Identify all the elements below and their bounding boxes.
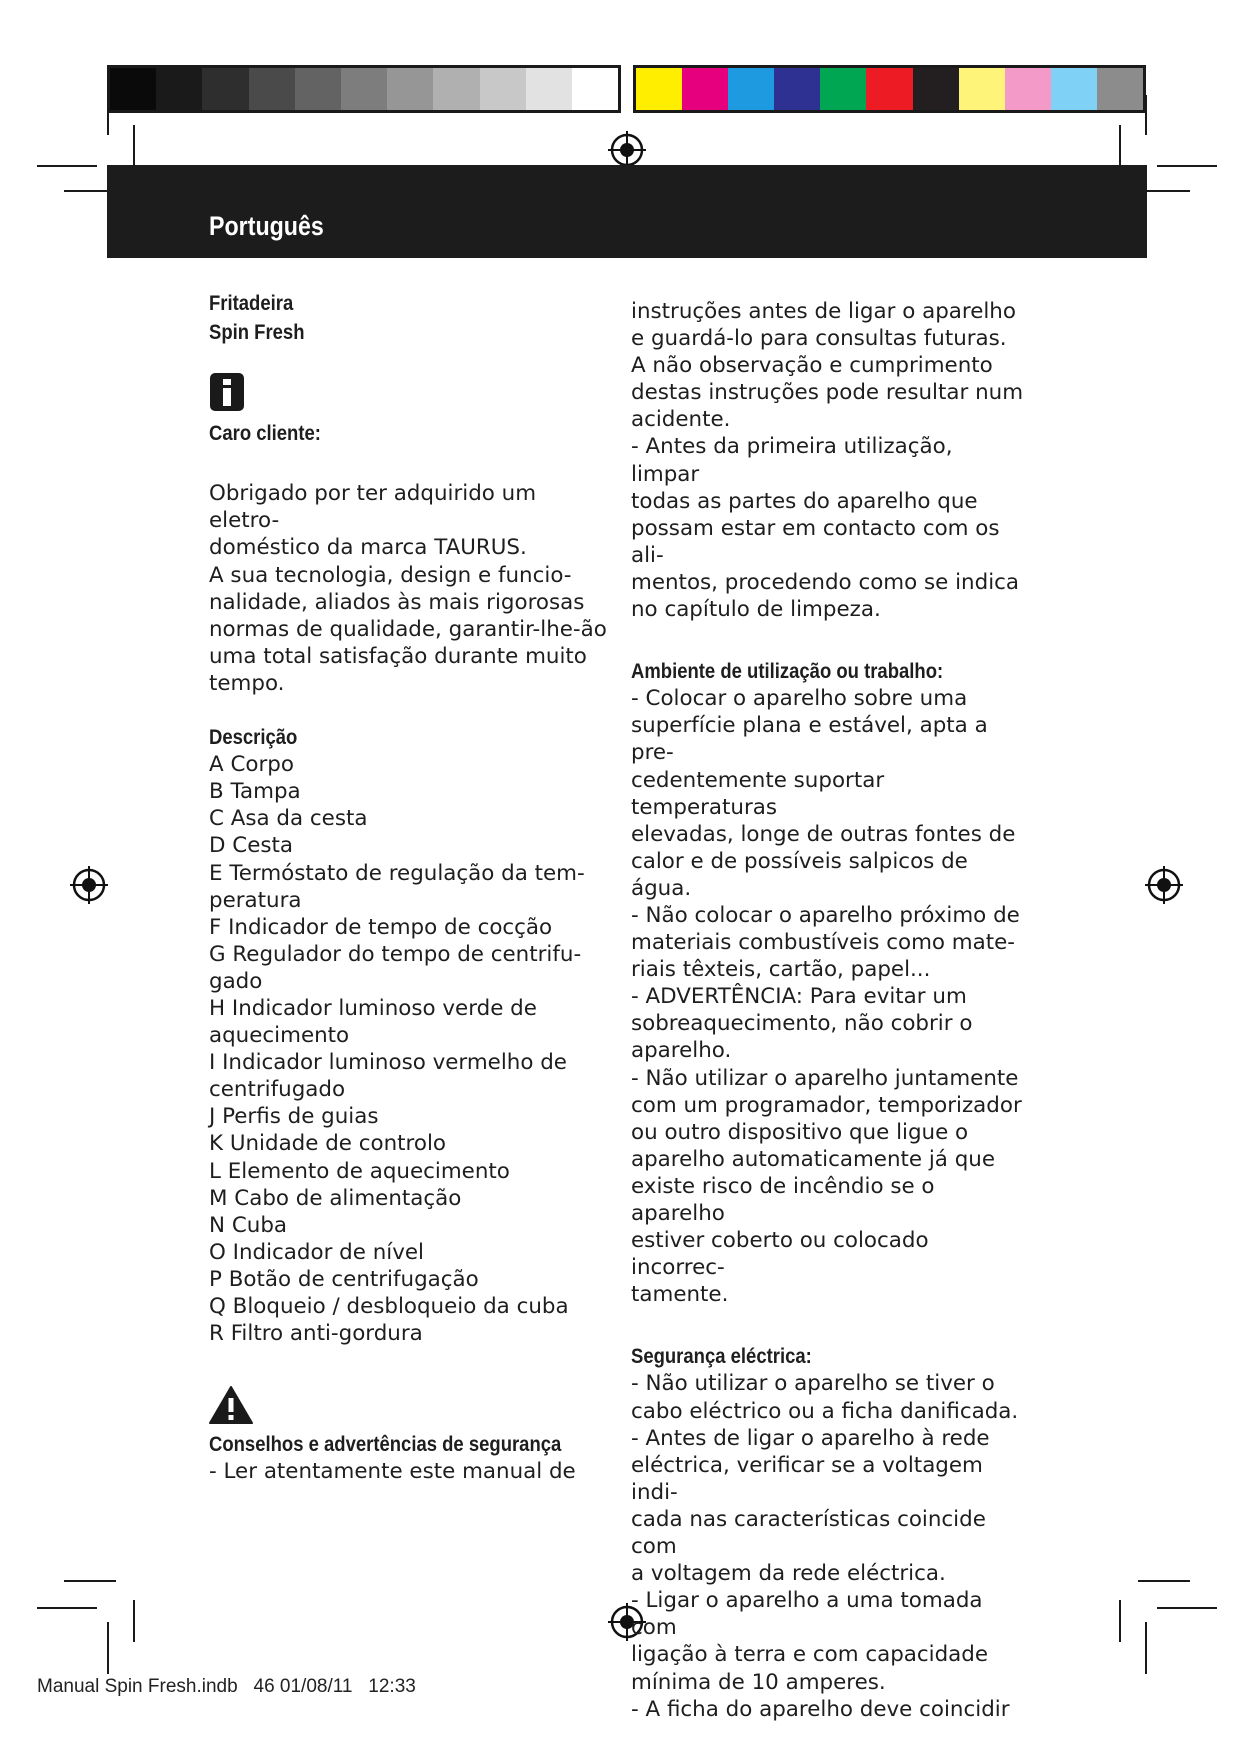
part-name: Filtro anti-gordura xyxy=(230,1321,423,1347)
registration-mark-icon xyxy=(1144,865,1184,905)
color-swatch xyxy=(1005,68,1051,110)
crop-mark xyxy=(107,1622,109,1674)
color-swatch xyxy=(295,68,341,110)
parts-list-item xyxy=(209,1103,609,1130)
crop-mark xyxy=(1145,95,1147,135)
part-name: Indicador de tempo de cocção xyxy=(228,914,553,940)
part-name: Termóstato de regulação da tem- peratura xyxy=(209,860,585,913)
safety-intro-left: - Ler atentamente este manual de xyxy=(209,1459,576,1485)
crop-mark xyxy=(64,1580,116,1582)
parts-list-item xyxy=(209,1158,609,1185)
part-letter: A xyxy=(209,752,224,778)
part-letter: M xyxy=(209,1185,228,1211)
safety-title: Conselhos e advertências de segurança xyxy=(209,1433,562,1457)
registration-mark-icon xyxy=(69,865,109,905)
crop-mark xyxy=(133,125,135,170)
crop-mark xyxy=(1145,1622,1147,1674)
parts-list-item xyxy=(209,778,609,805)
part-name: Asa da cesta xyxy=(230,806,368,832)
parts-list xyxy=(209,751,609,1347)
registration-mark-icon xyxy=(607,130,647,170)
part-letter: J xyxy=(209,1104,216,1130)
parts-list-item xyxy=(209,751,609,778)
crop-mark xyxy=(1138,1580,1190,1582)
color-swatch xyxy=(433,68,479,110)
color-swatch xyxy=(249,68,295,110)
crop-mark xyxy=(37,1607,97,1609)
part-name: Unidade de controlo xyxy=(229,1131,446,1157)
safety-intro-continued: instruções antes de ligar o aparelho e guardá-lo para consultas futuras. A não observação e cumprimento destas instruções pode resultar num acidente. - Antes da primeira utilização, limpar todas as partes do aparelho que possam estar em contacto com os ali- mentos, procedendo como se indica no capítulo de limpeza. xyxy=(631,299,1024,623)
parts-list-item xyxy=(209,832,609,859)
part-letter: G xyxy=(209,941,226,967)
warning-icon xyxy=(209,1385,253,1425)
description-title: Descrição xyxy=(209,726,298,750)
color-swatch xyxy=(572,68,618,110)
color-swatch xyxy=(774,68,820,110)
part-name: Bloqueio / desbloqueio da cuba xyxy=(232,1294,569,1319)
greeting-body: Obrigado por ter adquirido um eletro- doméstico da marca TAURUS. A sua tecnologia, design e funcio- nalidade, aliados às mais rigorosas normas de qualidade, garantir-lhe-ão uma total satisfação durante muito tempo. xyxy=(209,481,607,696)
electrical-body: - Não utilizar o aparelho se tiver o cabo eléctrico ou a ficha danificada. - Antes de ligar o aparelho à rede eléctrica, verificar se a voltagem indi- cada nas características coincide com a voltagem da rede eléctrica. - Ligar o aparelho a uma tomada com ligação à terra e com capacidade mínima de 10 amperes. - A ficha do aparelho deve coincidir xyxy=(631,1371,1019,1722)
part-name: Corpo xyxy=(230,752,294,778)
part-letter: C xyxy=(209,806,224,832)
greeting-title: Caro cliente: xyxy=(209,422,321,446)
part-letter: P xyxy=(209,1266,222,1292)
language-banner xyxy=(107,165,1147,258)
parts-list-item xyxy=(209,805,609,832)
info-icon xyxy=(209,372,245,412)
color-swatch xyxy=(682,68,728,110)
parts-list-item xyxy=(209,1212,609,1239)
color-swatch xyxy=(820,68,866,110)
parts-list-item xyxy=(209,1185,609,1212)
part-letter: F xyxy=(209,914,222,940)
part-name: Indicador luminoso vermelho de centrifugado xyxy=(209,1050,567,1103)
color-swatch xyxy=(480,68,526,110)
part-name: Botão de centrifugação xyxy=(228,1266,479,1292)
environment-body: - Colocar o aparelho sobre uma superfície plana e estável, apta a pre- cedentemente suportar temperaturas elevadas, longe de outras fontes de calor e de possíveis salpicos de água. - Não colocar o aparelho próximo de materiais combustíveis como mate- riais têxteis, cartão, papel... - ADVERTÊNCIA: Para evitar um sobreaquecimento, não cobrir o aparelho. - Não utilizar o aparelho juntamente com um programador, temporizador ou outro dispositivo que ligue o aparelho automaticamente já que existe risco de incêndio se o aparelho estiver coberto ou colocado incorrec- tamente. xyxy=(631,686,1022,1308)
color-swatch xyxy=(110,68,156,110)
color-swatch xyxy=(636,68,682,110)
color-swatch xyxy=(387,68,433,110)
part-letter: E xyxy=(209,860,223,886)
part-letter: N xyxy=(209,1212,226,1238)
left-column xyxy=(209,290,609,1485)
parts-list-item xyxy=(209,1266,609,1293)
part-letter: H xyxy=(209,995,226,1021)
crop-mark xyxy=(37,165,97,167)
part-name: Cesta xyxy=(232,833,294,859)
part-name: Tampa xyxy=(230,779,301,805)
crop-mark xyxy=(1157,165,1217,167)
parts-list-item xyxy=(209,1239,609,1266)
print-slug: Manual Spin Fresh.indb 46 01/08/11 12:33 xyxy=(37,1676,416,1697)
language-title: Português xyxy=(209,211,324,241)
part-letter: R xyxy=(209,1321,224,1347)
parts-list-item xyxy=(209,914,609,941)
part-name: Regulador do tempo de centrifu- gado xyxy=(209,941,582,994)
parts-list-item xyxy=(209,1320,609,1347)
environment-title: Ambiente de utilização ou trabalho: xyxy=(631,660,944,684)
part-name: Indicador de nível xyxy=(232,1239,424,1265)
color-swatch xyxy=(1051,68,1097,110)
part-letter: B xyxy=(209,779,224,805)
color-swatch xyxy=(866,68,912,110)
parts-list-item xyxy=(209,860,609,914)
parts-list-item xyxy=(209,1049,609,1103)
part-name: Elemento de aquecimento xyxy=(227,1158,510,1184)
parts-list-item xyxy=(209,1293,609,1320)
process-color-bar xyxy=(633,65,1146,113)
parts-list-item xyxy=(209,995,609,1049)
part-letter: D xyxy=(209,833,226,859)
right-column xyxy=(631,290,1026,1723)
crop-mark xyxy=(1119,1600,1121,1642)
part-name: Perfis de guias xyxy=(222,1104,379,1130)
part-letter: L xyxy=(209,1158,221,1184)
color-swatch xyxy=(959,68,1005,110)
grayscale-color-bar xyxy=(107,65,621,113)
color-swatch xyxy=(526,68,572,110)
color-swatch xyxy=(202,68,248,110)
crop-mark xyxy=(1119,125,1121,170)
product-type: Fritadeira xyxy=(209,292,294,315)
part-letter: Q xyxy=(209,1294,226,1319)
part-letter: I xyxy=(209,1050,216,1076)
part-letter: O xyxy=(209,1239,226,1265)
part-name: Cuba xyxy=(231,1212,288,1238)
electrical-title: Segurança eléctrica: xyxy=(631,1345,812,1369)
color-swatch xyxy=(728,68,774,110)
color-swatch xyxy=(156,68,202,110)
color-swatch xyxy=(1097,68,1143,110)
product-name: Spin Fresh xyxy=(209,321,305,345)
parts-list-item xyxy=(209,1130,609,1157)
crop-mark xyxy=(133,1600,135,1642)
part-name: Indicador luminoso verde de aquecimento xyxy=(209,995,537,1049)
color-swatch xyxy=(913,68,959,110)
crop-mark xyxy=(1157,1607,1217,1609)
part-name: Cabo de alimentação xyxy=(234,1185,462,1211)
color-swatch xyxy=(341,68,387,110)
crop-mark xyxy=(107,95,109,135)
parts-list-item xyxy=(209,941,609,995)
part-letter: K xyxy=(209,1131,224,1157)
